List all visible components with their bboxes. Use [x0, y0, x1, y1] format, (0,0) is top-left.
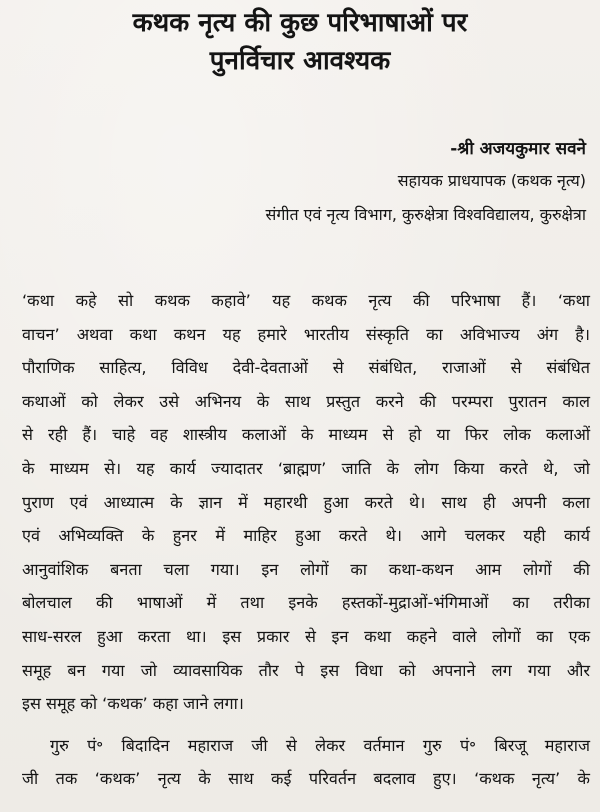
- text-line: जी तक ‘कथक’ नृत्य के साथ कई परिवर्तन बदलाव हुए। ‘कथक नृत्य’ के: [22, 769, 590, 789]
- text-line: पुराण एवं आध्यात्म के ज्ञान में महारथी हुआ करते थे। साथ ही अपनी कला: [22, 492, 590, 512]
- text-line: गुरु पं॰ बिदादिन महाराज जी से लेकर वर्तमान गुरु पं॰ बिरजू महाराज: [50, 735, 590, 755]
- author-name: -श्री अजयकुमार सवने: [450, 139, 586, 159]
- text-line: से रही हैं। चाहे वह शास्त्रीय कलाओं के माध्यम से हो या फिर लोक कलाओं: [22, 425, 590, 445]
- text-line: समूह बन गया जो व्यावसायिक तौर पे इस विधा को अपनाने लग गया और: [22, 660, 590, 680]
- text-line: इस समूह को ‘कथक’ कहा जाने लगा।: [22, 694, 244, 714]
- author-designation: सहायक प्राधयापक (कथक नृत्य): [397, 171, 586, 190]
- text-line: के माध्यम से। यह कार्य ज्यादातर ‘ब्राह्मण’ जाति के लोग किया करते थे, जो: [22, 458, 590, 478]
- article-body: [22, 284, 590, 796]
- text-line: कथाओं को लेकर उसे अभिनय के साथ प्रस्तुत करने की परम्परा पुरातन काल: [22, 391, 590, 411]
- text-line: साध-सरल हुआ करता था। इस प्रकार से इन कथा कहने वाले लोगों का एक: [22, 626, 590, 646]
- text-line: वाचन’ अथवा कथा कथन यह हमारे भारतीय संस्कृति का अविभाज्य अंग है।: [22, 324, 590, 344]
- article-title-line-2: पुनर्विचार आवश्यक: [209, 46, 391, 76]
- text-line: एवं अभिव्यक्ति के हुनर में माहिर हुआ करते थे। आगे चलकर यही कार्य: [22, 526, 590, 546]
- text-line: ‘कथा कहे सो कथक कहावे’ यह कथक नृत्य की परिभाषा हैं। ‘कथा: [22, 291, 590, 310]
- text-line: बोलचाल की भाषाओं में तथा इनके हस्तकों-मुद्राओं-भंगिमाओं का तरीका: [22, 593, 590, 613]
- author-department: संगीत एवं नृत्य विभाग, कुरुक्षेत्रा विश्वविद्यालय, कुरुक्षेत्रा: [265, 205, 586, 224]
- article-title-line-1: कथक नृत्य की कुछ परिभाषाओं पर: [132, 8, 468, 38]
- paragraph-1: [22, 284, 590, 721]
- text-line: पौराणिक साहित्य, विविध देवी-देवताओं से संबंधित, राजाओं से संबंधित: [22, 358, 590, 378]
- text-line: आनुवांशिक बनता चला गया। इन लोगों का कथा-कथन आम लोगों की: [22, 559, 590, 579]
- paragraph-2: [22, 729, 590, 796]
